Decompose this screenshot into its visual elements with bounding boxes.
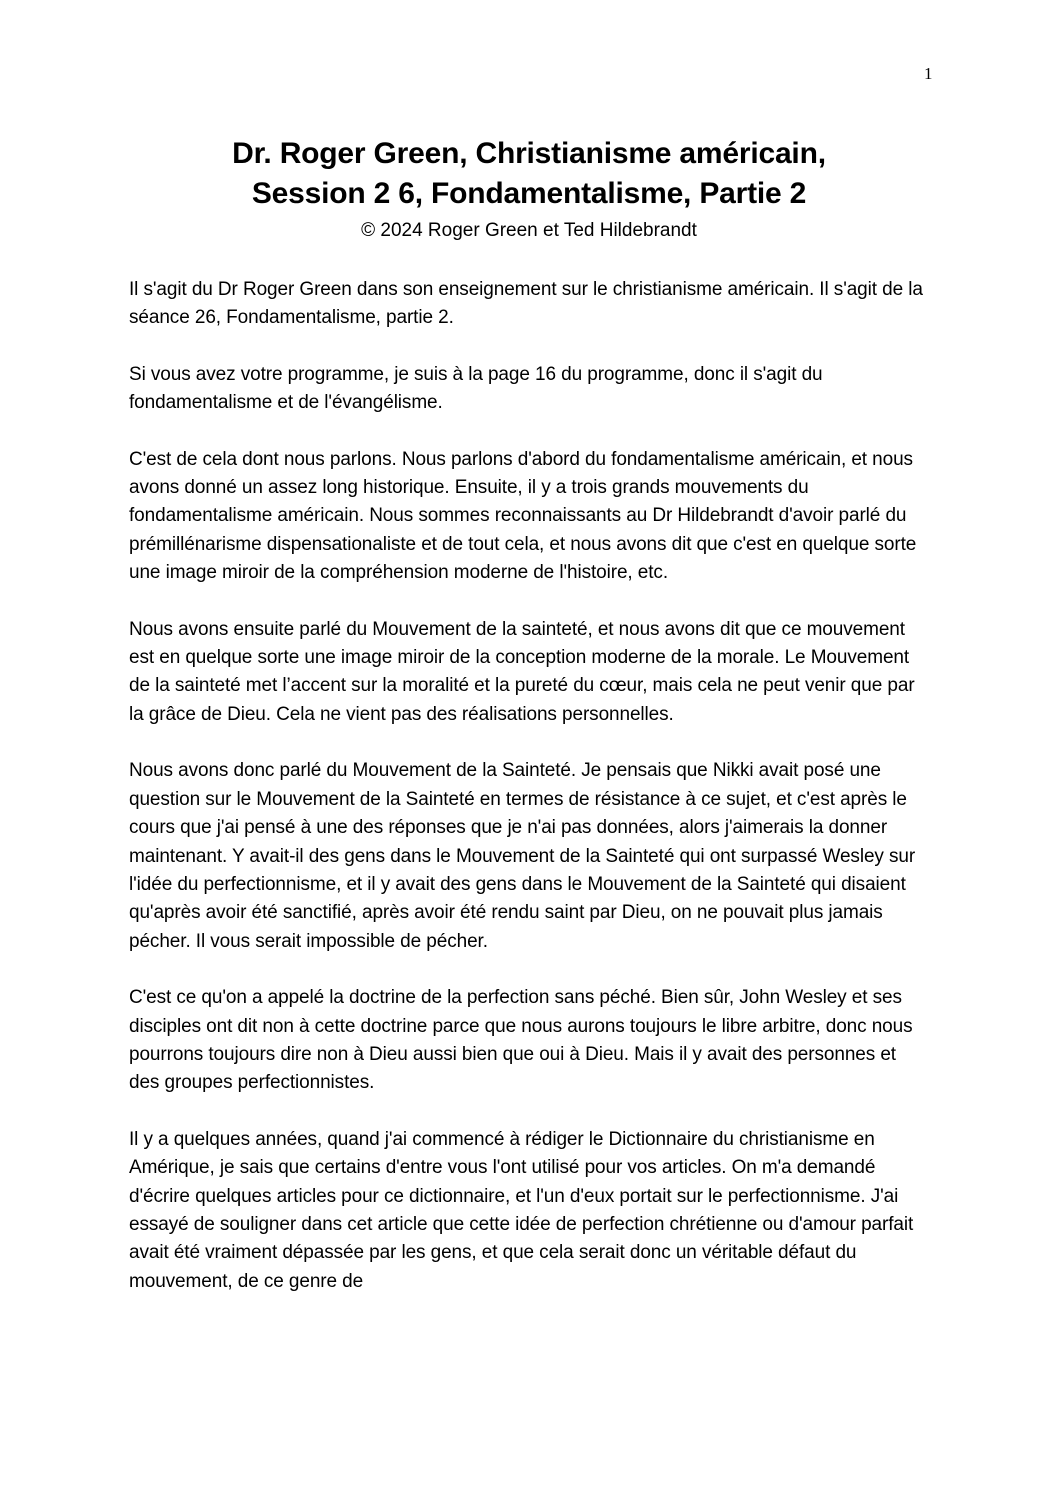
paragraph: Il s'agit du Dr Roger Green dans son enseignement sur le christianisme américain. Il s'agit de la séance 26, Fondamentalisme, partie 2. xyxy=(129,279,923,329)
paragraph: C'est de cela dont nous parlons. Nous parlons d'abord du fondamentalisme américain, et nous avons donné un assez long historique. Ensuite, il y a trois grands mouvements du fondamentalisme américain. Nous sommes reconnaissants au Dr Hildebrandt d'avoir parlé du prémillénarisme dispensationaliste et de tout cela, et nous avons dit que c'est en quelque sorte une image miroir de la compréhension moderne de l'histoire, etc. xyxy=(129,448,917,584)
paragraph: Si vous avez votre programme, je suis à la page 16 du programme, donc il s'agit du fondamentalisme et de l'évangélisme. xyxy=(129,363,823,414)
document-body xyxy=(129,276,929,1324)
page-number: 1 xyxy=(924,64,933,83)
copyright-notice: © 2024 Roger Green et Ted Hildebrandt xyxy=(361,220,697,241)
paragraph: Nous avons ensuite parlé du Mouvement de la sainteté, et nous avons dit que ce mouvement est en quelque sorte une image miroir de la conception moderne de la morale. Le Mouvement de la sainteté met l’accent sur la moralité et la pureté du cœur, mais cela ne peut venir que par la grâce de Dieu. Cela ne vient pas des réalisations personnelles. xyxy=(129,618,915,725)
paragraph: Il y a quelques années, quand j'ai commencé à rédiger le Dictionnaire du christianisme en Amérique, je sais que certains d'entre vous l'ont utilisé pour vos articles. On m'a demandé d'écrire quelques articles pour ce dictionnaire, et l'un d'eux portait sur le perfectionnisme. J'ai essayé de souligner dans cet article que cette idée de perfection chrétienne ou d'amour parfait avait été vraiment dépassée par les gens, et que cela serait donc un véritable défaut du mouvement, de ce genre de xyxy=(129,1128,914,1292)
document-title-line-1: Dr. Roger Green, Christianisme américain, xyxy=(232,137,826,170)
document-header xyxy=(0,134,1058,244)
document-title-line-2: Session 2 6, Fondamentalisme, Partie 2 xyxy=(251,177,807,210)
paragraph: C'est ce qu'on a appelé la doctrine de la perfection sans péché. Bien sûr, John Wesley et ses disciples ont dit non à cette doctrine parce que nous aurons toujours le libre arbitre, donc nous pourrons toujours dire non à Dieu aussi bien que oui à Dieu. Mais il y avait des personnes et des groupes perfectionnistes. xyxy=(129,987,913,1094)
paragraph: Nous avons donc parlé du Mouvement de la Sainteté. Je pensais que Nikki avait posé une question sur le Mouvement de la Sainteté en termes de résistance à ce sujet, et c'est après le cours que j'ai pensé à une des réponses que je n'ai pas données, alors j'aimerais la donner maintenant. Y avait-il des gens dans le Mouvement de la Sainteté qui ont surpassé Wesley sur l'idée du perfectionnisme, et il y avait des gens dans le Mouvement de la Sainteté qui disaient qu'après avoir été sanctifié, après avoir été rendu saint par Dieu, on ne pouvait plus jamais pécher. Il vous serait impossible de pécher. xyxy=(129,760,916,952)
